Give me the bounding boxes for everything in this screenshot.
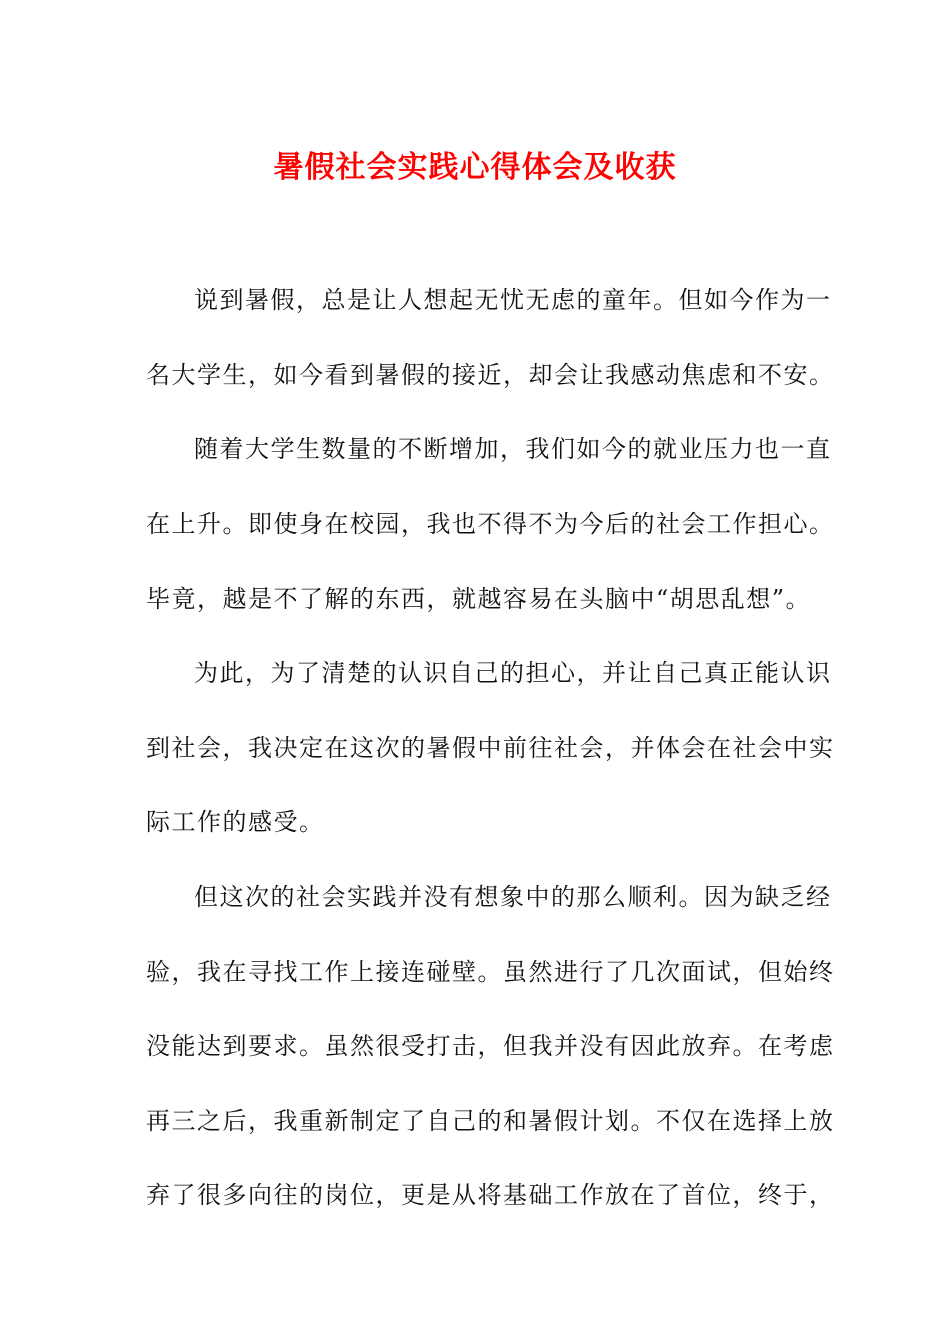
text-line: 毕竟，越是不了解的东西，就越容易在头脑中“胡思乱想”。 xyxy=(146,585,812,613)
text-line: 但这次的社会实践并没有想象中的那么顺利。因为缺乏经 xyxy=(194,883,832,911)
text-line: 到社会，我决定在这次的暑假中前往社会，并体会在社会中实 xyxy=(146,734,835,762)
text-line: 际工作的感受。 xyxy=(146,808,325,836)
text-line: 为此，为了清楚的认识自己的担心，并让自己真正能认识 xyxy=(194,659,832,687)
text-line: 没能达到要求。虽然很受打击，但我并没有因此放弃。在考虑 xyxy=(146,1032,835,1060)
document-title: 暑假社会实践心得体会及收获 xyxy=(273,150,677,185)
text-line: 随着大学生数量的不断增加，我们如今的就业压力也一直 xyxy=(194,435,832,463)
text-line: 名大学生，如今看到暑假的接近，却会让我感动焦虑和不安。 xyxy=(146,361,835,389)
text-line: 在上升。即使身在校园，我也不得不为今后的社会工作担心。 xyxy=(146,510,835,538)
text-line: 验，我在寻找工作上接连碰壁。虽然进行了几次面试，但始终 xyxy=(146,958,835,986)
text-line: 再三之后，我重新制定了自己的和暑假计划。不仅在选择上放 xyxy=(146,1107,835,1135)
text-line: 说到暑假，总是让人想起无忧无虑的童年。但如今作为一 xyxy=(194,286,832,314)
text-line: 弃了很多向往的岗位，更是从将基础工作放在了首位，终于， xyxy=(146,1181,835,1209)
